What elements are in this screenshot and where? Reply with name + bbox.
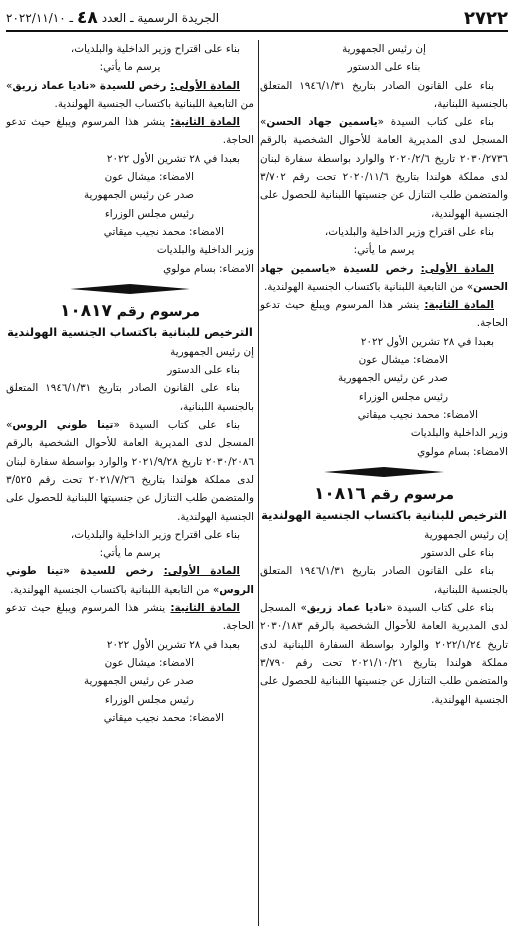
separator-ornament-icon [324, 467, 444, 477]
article-1-label: المادة الأولى: [420, 262, 494, 275]
issued-by: صدر عن رئيس الجمهورية [83, 189, 194, 202]
preamble-president: إن رئيس الجمهورية [342, 43, 426, 55]
minister-title: وزير الداخلية والبلديات [410, 427, 508, 440]
decree-10815-body [260, 40, 508, 461]
preamble-proposal: بناء على اقتراح وزير الداخلية والبلديات، [70, 43, 240, 55]
article-2-label: المادة الثانية: [424, 299, 494, 312]
column-divider [258, 40, 259, 926]
preamble-proposal: بناء على اقتراح وزير الداخلية والبلديات، [324, 225, 494, 238]
article-1-name: ياسمين جهاد الحسن [260, 262, 508, 293]
signing-date: بعبدا في ٢٨ تشرين الأول ٢٠٢٢ [106, 152, 240, 165]
applicant-name: تينا طوني الروس [12, 419, 114, 432]
preamble-law: بناء على القانون الصادر بتاريخ ١٩٤٦/١/٣١ المتعلق بالجنسية اللبنانية، [260, 565, 508, 596]
issued-by: صدر عن رئيس الجمهورية [83, 675, 194, 688]
letter-prefix: بناء على كتاب السيدة « [386, 602, 494, 615]
decree-subtitle: الترخيص للبنانية باكتساب الجنسية الهولندية [261, 507, 507, 522]
article-1-name: تينا طوني الروس [6, 565, 254, 596]
right-column [260, 40, 508, 709]
decree-number: ١٠٨١٧ [59, 300, 112, 321]
decree-subtitle: الترخيص للبنانية باكتساب الجنسية الهولندية [7, 324, 253, 339]
prime-minister-signature: الامضاء: محمد نجيب ميقاتي [103, 711, 224, 724]
decrees-line: يرسم ما يأتي: [353, 244, 415, 257]
president-signature: الامضاء: ميشال عون [358, 354, 448, 367]
prime-minister-signature: الامضاء: محمد نجيب ميقاتي [103, 225, 224, 238]
gazette-info [6, 8, 219, 28]
article-1-prefix: رخص للسيدة « [329, 262, 421, 275]
issue-date: ـ ٢٠٢٢/١١/١٠ [6, 11, 73, 25]
minister-title: وزير الداخلية والبلديات [156, 244, 254, 257]
article-1-prefix: رخص للسيدة « [89, 79, 171, 92]
applicant-name: ياسمين جهاد الحسن [266, 116, 378, 129]
preamble-letter [6, 416, 254, 526]
letter-details: » المسجل لدى المديرية العامة للأحوال الشخصية بالرقم ٢٠٣٠/٢٧٣٦ تاريخ ٢٠٢٠/٢/٦ والوارد بواسطة سفارة لبنان لدى مملكة هولندا بتاريخ ٢٠٢٠/١١/٦ تحت رقم ٣/٧٠٢ والمتضمن طلب التنازل عن جنسيتها اللبنانية للحصول على الجنسية الهولندية، [260, 116, 508, 220]
prime-minister-title: رئيس مجلس الوزراء [104, 693, 194, 706]
decrees-line: يرسم ما يأتي: [99, 547, 161, 560]
article-2 [260, 296, 508, 333]
signing-date: بعبدا في ٢٨ تشرين الأول ٢٠٢٢ [360, 335, 494, 348]
letter-prefix: بناء على كتاب السيدة « [113, 419, 240, 432]
prime-minister-title: رئيس مجلس الوزراء [358, 390, 448, 403]
preamble-law: بناء على القانون الصادر بتاريخ ١٩٤٦/١/٣١ المتعلق بالجنسية اللبنانية، [260, 79, 508, 110]
applicant-name: ناديا عماد زريق [306, 602, 387, 615]
letter-details: » المسجل لدى المديرية العامة للأحوال الشخصية بالرقم ٢٠٣٠/٢٠٨٦ تاريخ ٢٠٢١/٩/٢٨ والوارد بواسطة سفارة لبنان لدى مملكة هولندا بتاريخ ٢٠٢١/٧/٢٦ تحت رقم ٣/٥٢٥ والمتضمن طلب التنازل عن جنسيتها اللبنانية للحصول على الجنسية الهولندية. [6, 419, 254, 523]
article-1-text: » من التابعية اللبنانية باكتساب الجنسية الهولندية. [10, 583, 220, 596]
minister-signature: الامضاء: بسام مولوي [417, 445, 508, 458]
separator-ornament [6, 282, 254, 296]
decrees-line: يرسم ما يأتي: [99, 61, 161, 74]
separator-ornament-icon [70, 284, 190, 294]
article-2-label: المادة الثانية: [170, 116, 240, 129]
prime-minister-title: رئيس مجلس الوزراء [104, 207, 194, 220]
decree-10816-continued [6, 40, 254, 278]
article-1 [6, 562, 254, 599]
article-1-label: المادة الأولى: [170, 79, 240, 92]
article-1-text: » من التابعية اللبنانية باكتساب الجنسية الهولندية. [264, 280, 474, 293]
article-1-text: » من التابعية اللبنانية باكتساب الجنسية الهولندية. [6, 79, 254, 110]
preamble-constitution: بناء على الدستور [167, 364, 240, 377]
article-1-name: ناديا عماد زريق [12, 79, 90, 92]
article-2 [6, 113, 254, 150]
article-2-text: ينشر هذا المرسوم ويبلغ حيث تدعو الحاجة. [6, 116, 254, 147]
preamble-letter [260, 113, 508, 223]
preamble-law: بناء على القانون الصادر بتاريخ ١٩٤٦/١/٣١ المتعلق بالجنسية اللبنانية، [6, 382, 254, 413]
president-signature: الامضاء: ميشال عون [104, 171, 194, 184]
page-header [6, 6, 508, 32]
decree-10817 [6, 300, 254, 727]
decree-10816 [260, 483, 508, 709]
gazette-name: الجريدة الرسمية ـ العدد [101, 11, 220, 25]
preamble-letter [260, 599, 508, 709]
decree-number: ١٠٨١٦ [313, 483, 366, 504]
article-2-text: ينشر هذا المرسوم ويبلغ حيث تدعو الحاجة. [260, 299, 508, 330]
article-2-text: ينشر هذا المرسوم ويبلغ حيث تدعو الحاجة. [6, 602, 254, 633]
article-2 [6, 599, 254, 636]
president-signature: الامضاء: ميشال عون [104, 656, 194, 669]
article-1 [260, 260, 508, 297]
issued-by: صدر عن رئيس الجمهورية [337, 372, 448, 385]
issue-number: ٤٨ [77, 8, 98, 28]
preamble-proposal: بناء على اقتراح وزير الداخلية والبلديات، [70, 528, 240, 541]
page-number: ٢٧٢٢ [464, 7, 508, 29]
preamble-president: إن رئيس الجمهورية [170, 345, 254, 358]
preamble-president: إن رئيس الجمهورية [424, 528, 508, 541]
article-1 [6, 77, 254, 114]
decree-title [260, 483, 508, 506]
preamble-constitution: بناء على الدستور [347, 61, 421, 74]
decree-title-label: مرسوم رقم [370, 486, 455, 503]
minister-signature: الامضاء: بسام مولوي [163, 262, 254, 275]
separator-ornament [260, 465, 508, 479]
prime-minister-signature: الامضاء: محمد نجيب ميقاتي [357, 408, 478, 421]
signing-date: بعبدا في ٢٨ تشرين الأول ٢٠٢٢ [106, 638, 240, 651]
article-2-label: المادة الثانية: [170, 602, 240, 615]
article-1-label: المادة الأولى: [163, 565, 240, 578]
left-column [6, 40, 254, 727]
decree-title [6, 300, 254, 323]
preamble-constitution: بناء على الدستور [421, 547, 494, 560]
letter-details: » المسجل لدى المديرية العامة للأحوال الشخصية بالرقم ٢٠٣٠/١٨٣ تاريخ ٢٠٢٢/١/٢٤ والوارد بواسطة السفارة اللبنانية لدى مملكة هولندا بتاريخ ٢٠٢١/١٠/٢١ تحت رقم ٣/٧٩٠ والمتضمن طلب التنازل عن جنسيتها اللبنانية للحصول على الجنسية الهولندية. [260, 602, 509, 706]
letter-prefix: بناء على كتاب السيدة « [377, 116, 494, 129]
decree-title-label: مرسوم رقم [116, 303, 201, 320]
article-1-prefix: رخص للسيدة « [63, 565, 164, 578]
